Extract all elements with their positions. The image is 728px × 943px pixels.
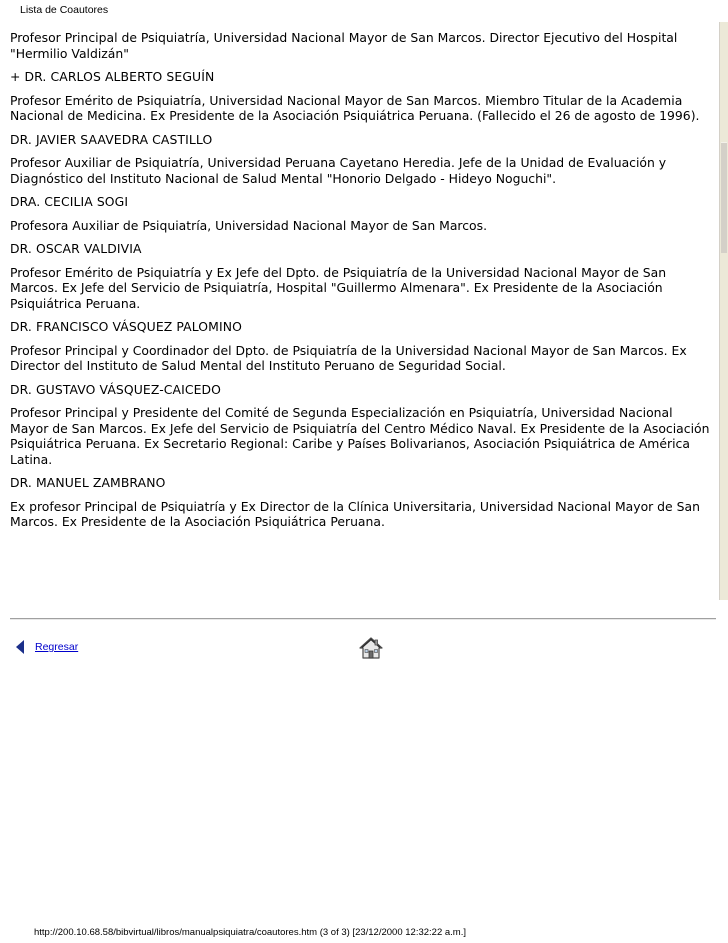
coauthor-name: DRA. CECILIA SOGI	[10, 194, 129, 209]
coauthor-description: Profesor Principal y Coordinador del Dpto. de Psiquiatría de la Universidad Nacional Mayor de San Marcos. Ex Director del Instituto de Salud Mental del Instituto Peruano de Seguridad Social.	[10, 342, 687, 373]
page-header-title: Lista de Coautores	[20, 4, 109, 16]
coauthor-description: Profesor Emérito de Psiquiatría y Ex Jefe del Dpto. de Psiquiatría de la Universidad Nacional Mayor de San Marcos. Ex Jefe del Servicio de Psiquiatría, Hospital "Guillermo Almenara". Ex Presidente de la Asociación Psiquiátrica Peruana.	[10, 264, 667, 311]
coauthor-description: Profesor Principal de Psiquiatría, Universidad Nacional Mayor de San Marcos. Director Ejecutivo del Hospital "Hermilio Valdizán"	[10, 30, 678, 61]
coauthor-list	[10, 30, 712, 538]
coauthor-name: DR. FRANCISCO VÁSQUEZ PALOMINO	[10, 319, 242, 334]
coauthor-name: DR. JAVIER SAAVEDRA CASTILLO	[10, 131, 213, 147]
left-arrow-icon[interactable]	[16, 640, 24, 654]
back-link[interactable]: Regresar	[35, 641, 79, 653]
coauthor-description: Profesor Auxiliar de Psiquiatría, Universidad Peruana Cayetano Heredia. Jefe de la Unidad de Evaluación y Diagnóstico del Instituto Nacional de Salud Mental "Honorio Delgado - Hideyo Noguchi".	[10, 155, 667, 186]
coauthor-name: + DR. CARLOS ALBERTO SEGUÍN	[10, 69, 215, 84]
coauthor-description: Ex profesor Principal de Psiquiatría y Ex Director de la Clínica Universitaria, Universidad Nacional Mayor de San Marcos. Ex Presidente de la Asociación Psiquiátrica Peruana.	[10, 498, 700, 529]
vertical-scrollbar[interactable]	[719, 22, 728, 600]
home-icon[interactable]	[359, 636, 383, 660]
coauthor-description: Profesor Principal y Presidente del Comité de Segunda Especialización en Psiquiatría, Universidad Nacional Mayor de San Marcos. Ex Jefe del Servicio de Psiquiatría del Centro Médico Naval. Ex Presidente de la Asociación Psiquiátrica Peruana. Ex Secretario Regional: Caribe y Países Bolivarianos, Asociación Psiquiátrica de América Latina.	[10, 405, 710, 467]
horizontal-divider	[10, 618, 716, 620]
coauthor-name: DR. MANUEL ZAMBRANO	[10, 475, 166, 490]
coauthor-name: DR. OSCAR VALDIVIA	[10, 241, 142, 256]
back-navigation[interactable]	[16, 640, 78, 654]
footer-url: http://200.10.68.58/bibvirtual/libros/manualpsiquiatra/coautores.htm (3 of 3) [23/12/2000 12:32:22 a.m.]	[34, 927, 466, 938]
coauthor-description: Profesora Auxiliar de Psiquiatría, Universidad Nacional Mayor de San Marcos.	[10, 217, 488, 233]
coauthor-name: DR. GUSTAVO VÁSQUEZ-CAICEDO	[10, 381, 222, 397]
coauthor-description: Profesor Emérito de Psiquiatría, Universidad Nacional Mayor de San Marcos. Miembro Titular de la Academia Nacional de Medicina. Ex Presidente de la Asociación Psiquiátrica Peruana. (Fallecido el 26 de agosto de 1996).	[10, 92, 700, 123]
scrollbar-thumb[interactable]	[721, 142, 727, 253]
